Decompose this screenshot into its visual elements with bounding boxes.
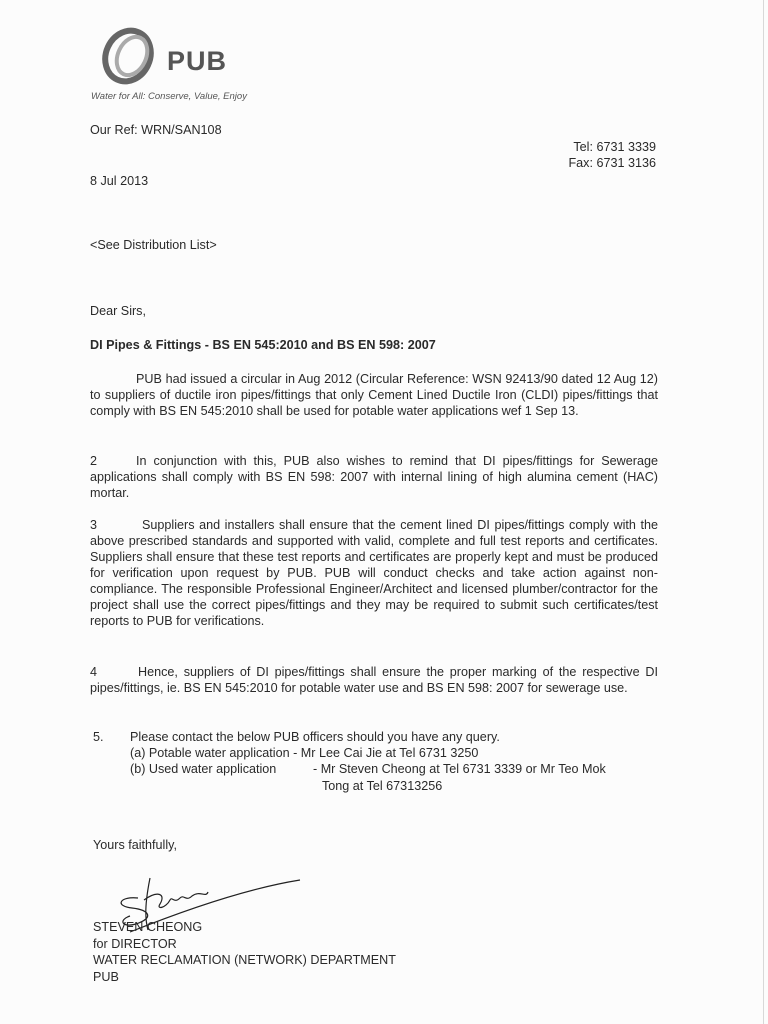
paragraph-2 [90, 453, 658, 501]
paragraph-number: 5. [93, 730, 104, 744]
signatory-for: for DIRECTOR [93, 936, 177, 951]
subject-line: DI Pipes & Fittings - BS EN 545:2010 and BS EN 598: 2007 [90, 338, 436, 352]
closing: Yours faithfully, [93, 838, 178, 852]
paragraph-number: 4 [90, 665, 98, 679]
contact-potable: (a) Potable water application - Mr Lee Cai Jie at Tel 6731 3250 [130, 746, 479, 760]
paragraph-4-text: Hence, suppliers of DI pipes/fittings shall ensure the proper marking of the respective DI pipes/fittings, ie. BS EN 545:2010 for potable water use and BS EN 598: 2007 for sewerage use. [90, 665, 658, 695]
letter-date: 8 Jul 2013 [90, 174, 149, 188]
paragraph-3 [90, 517, 658, 629]
contact-used-continued: Tong at Tel 67313256 [322, 779, 443, 793]
paragraph-number: 2 [90, 454, 98, 468]
paragraph-3-text: Suppliers and installers shall ensure that the cement lined DI pipes/fittings comply with the above prescribed standards and supported with valid, complete and full test reports and certificates. Suppliers shall ensure that these test reports and certificates are properly kept and must be produced for verification upon request by PUB. PUB will conduct checks and take action against non-compliance. The responsible Professional Engineer/Architect and licensed plumber/contractor for the project shall use the correct pipes/fittings and they may be required to submit such certificates/test reports to PUB for verifications. [90, 518, 658, 628]
signatory-name: STEVEN CHEONG [93, 920, 203, 934]
contact-used-value: - Mr Steven Cheong at Tel 6731 3339 or Mr Teo Mok [313, 762, 606, 776]
signature-block [93, 919, 396, 985]
paragraph-number: 3 [90, 518, 98, 532]
tagline: Water for All: Conserve, Value, Enjoy [91, 91, 247, 102]
logo-text: PUB [167, 46, 228, 76]
contact-block [568, 139, 656, 171]
contact-used-label: (b) Used water application [130, 762, 277, 776]
distribution-list: <See Distribution List> [90, 238, 217, 252]
tel-number: Tel: 6731 3339 [573, 140, 656, 154]
paragraph-2-text: In conjunction with this, PUB also wishes to remind that DI pipes/fittings for Sewerage applications shall comply with BS EN 598: 2007 with internal lining of high alumina cement (HAC) mortar. [90, 454, 658, 500]
contact-intro: Please contact the below PUB officers should you have any query. [130, 730, 500, 744]
our-reference: Our Ref: WRN/SAN108 [90, 123, 222, 137]
signatory-org: PUB [93, 969, 119, 984]
signatory-department: WATER RECLAMATION (NETWORK) DEPARTMENT [93, 953, 396, 967]
page-edge [763, 0, 764, 1024]
paragraph-4 [90, 664, 658, 696]
salutation: Dear Sirs, [90, 304, 146, 318]
paragraph-1: PUB had issued a circular in Aug 2012 (Circular Reference: WSN 92413/90 dated 12 Aug 12) to suppliers of ductile iron pipes/fittings that only Cement Lined Ductile Iron (CLDI) pipes/fittings that comply with BS EN 545:2010 shall be used for potable water applications wef 1 Sep 13. [90, 372, 658, 418]
fax-number: Fax: 6731 3136 [568, 156, 656, 170]
